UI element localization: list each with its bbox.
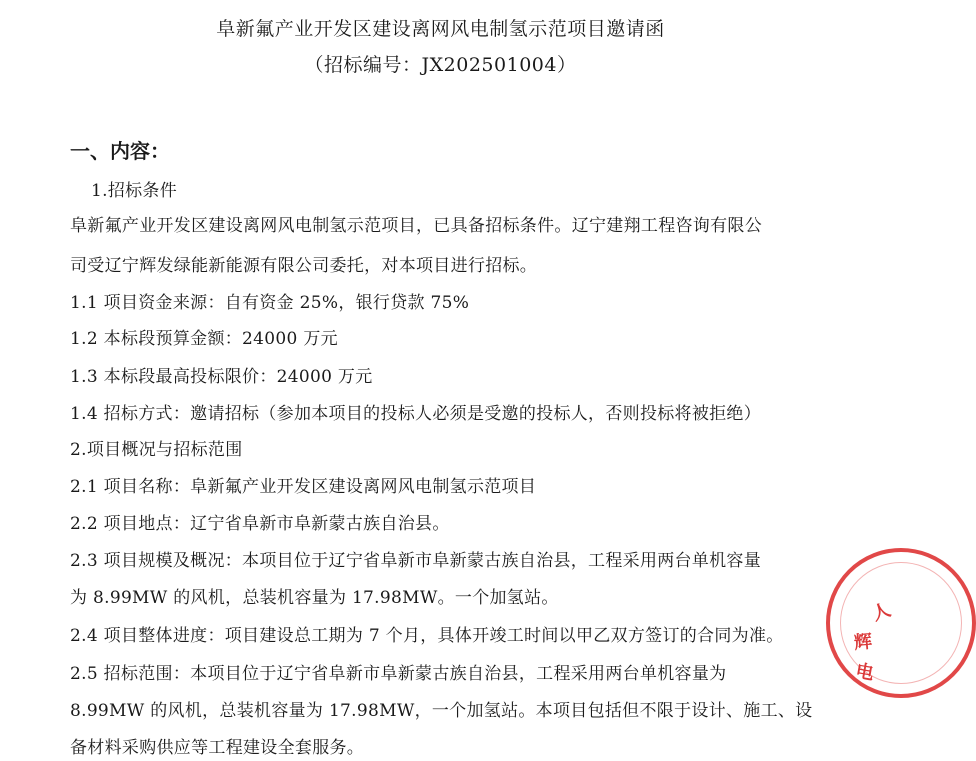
paragraph-line: 2.2 项目地点：辽宁省阜新市阜新蒙古族自治县。 [70,514,450,534]
paragraph-line: 2.项目概况与招标范围 [70,440,243,460]
bid-number: （招标编号：JX202501004） [304,54,577,76]
paragraph-line: 司受辽宁辉发绿能新能源有限公司委托，对本项目进行招标。 [70,256,538,276]
section-heading: 一、内容： [70,139,170,163]
seal-char: 电 [854,660,876,685]
paragraph-line: 2.1 项目名称：阜新氟产业开发区建设离网风电制氢示范项目 [70,477,537,497]
paragraph-line: 1.招标条件 [91,181,178,201]
seal-char: 辉 [853,631,874,654]
document-title: 阜新氟产业开发区建设离网风电制氢示范项目邀请函 [216,18,665,40]
paragraph-line: 1.2 本标段预算金额：24000 万元 [70,329,338,349]
paragraph-line: 为 8.99MW 的风机，总装机容量为 17.98MW。一个加氢站。 [70,588,559,608]
paragraph-line: 2.5 招标范围：本项目位于辽宁省阜新市阜新蒙古族自治县，工程采用两台单机容量为 [70,664,727,684]
paragraph-line: 2.3 项目规模及概况：本项目位于辽宁省阜新市阜新蒙古族自治县，工程采用两台单机容量 [70,551,762,571]
seal-char: 人 [869,599,894,626]
paragraph-line: 阜新氟产业开发区建设离网风电制氢示范项目，已具备招标条件。辽宁建翔工程咨询有限公 [70,216,762,236]
paragraph-line: 8.99MW 的风机，总装机容量为 17.98MW，一个加氢站。本项目包括但不限于设计、施工、设 [70,701,813,721]
paragraph-line: 2.4 项目整体进度：项目建设总工期为 7 个月，具体开竣工时间以甲乙双方签订的合同为准。 [70,626,784,646]
company-seal [826,548,976,698]
paragraph-line: 1.3 本标段最高投标限价：24000 万元 [70,367,373,387]
paragraph-line: 备材料采购供应等工程建设全套服务。 [70,738,365,758]
paragraph-line: 1.4 招标方式：邀请招标（参加本项目的投标人必须是受邀的投标人，否则投标将被拒绝） [70,404,762,424]
paragraph-line: 1.1 项目资金来源：自有资金 25%，银行贷款 75% [70,293,470,313]
